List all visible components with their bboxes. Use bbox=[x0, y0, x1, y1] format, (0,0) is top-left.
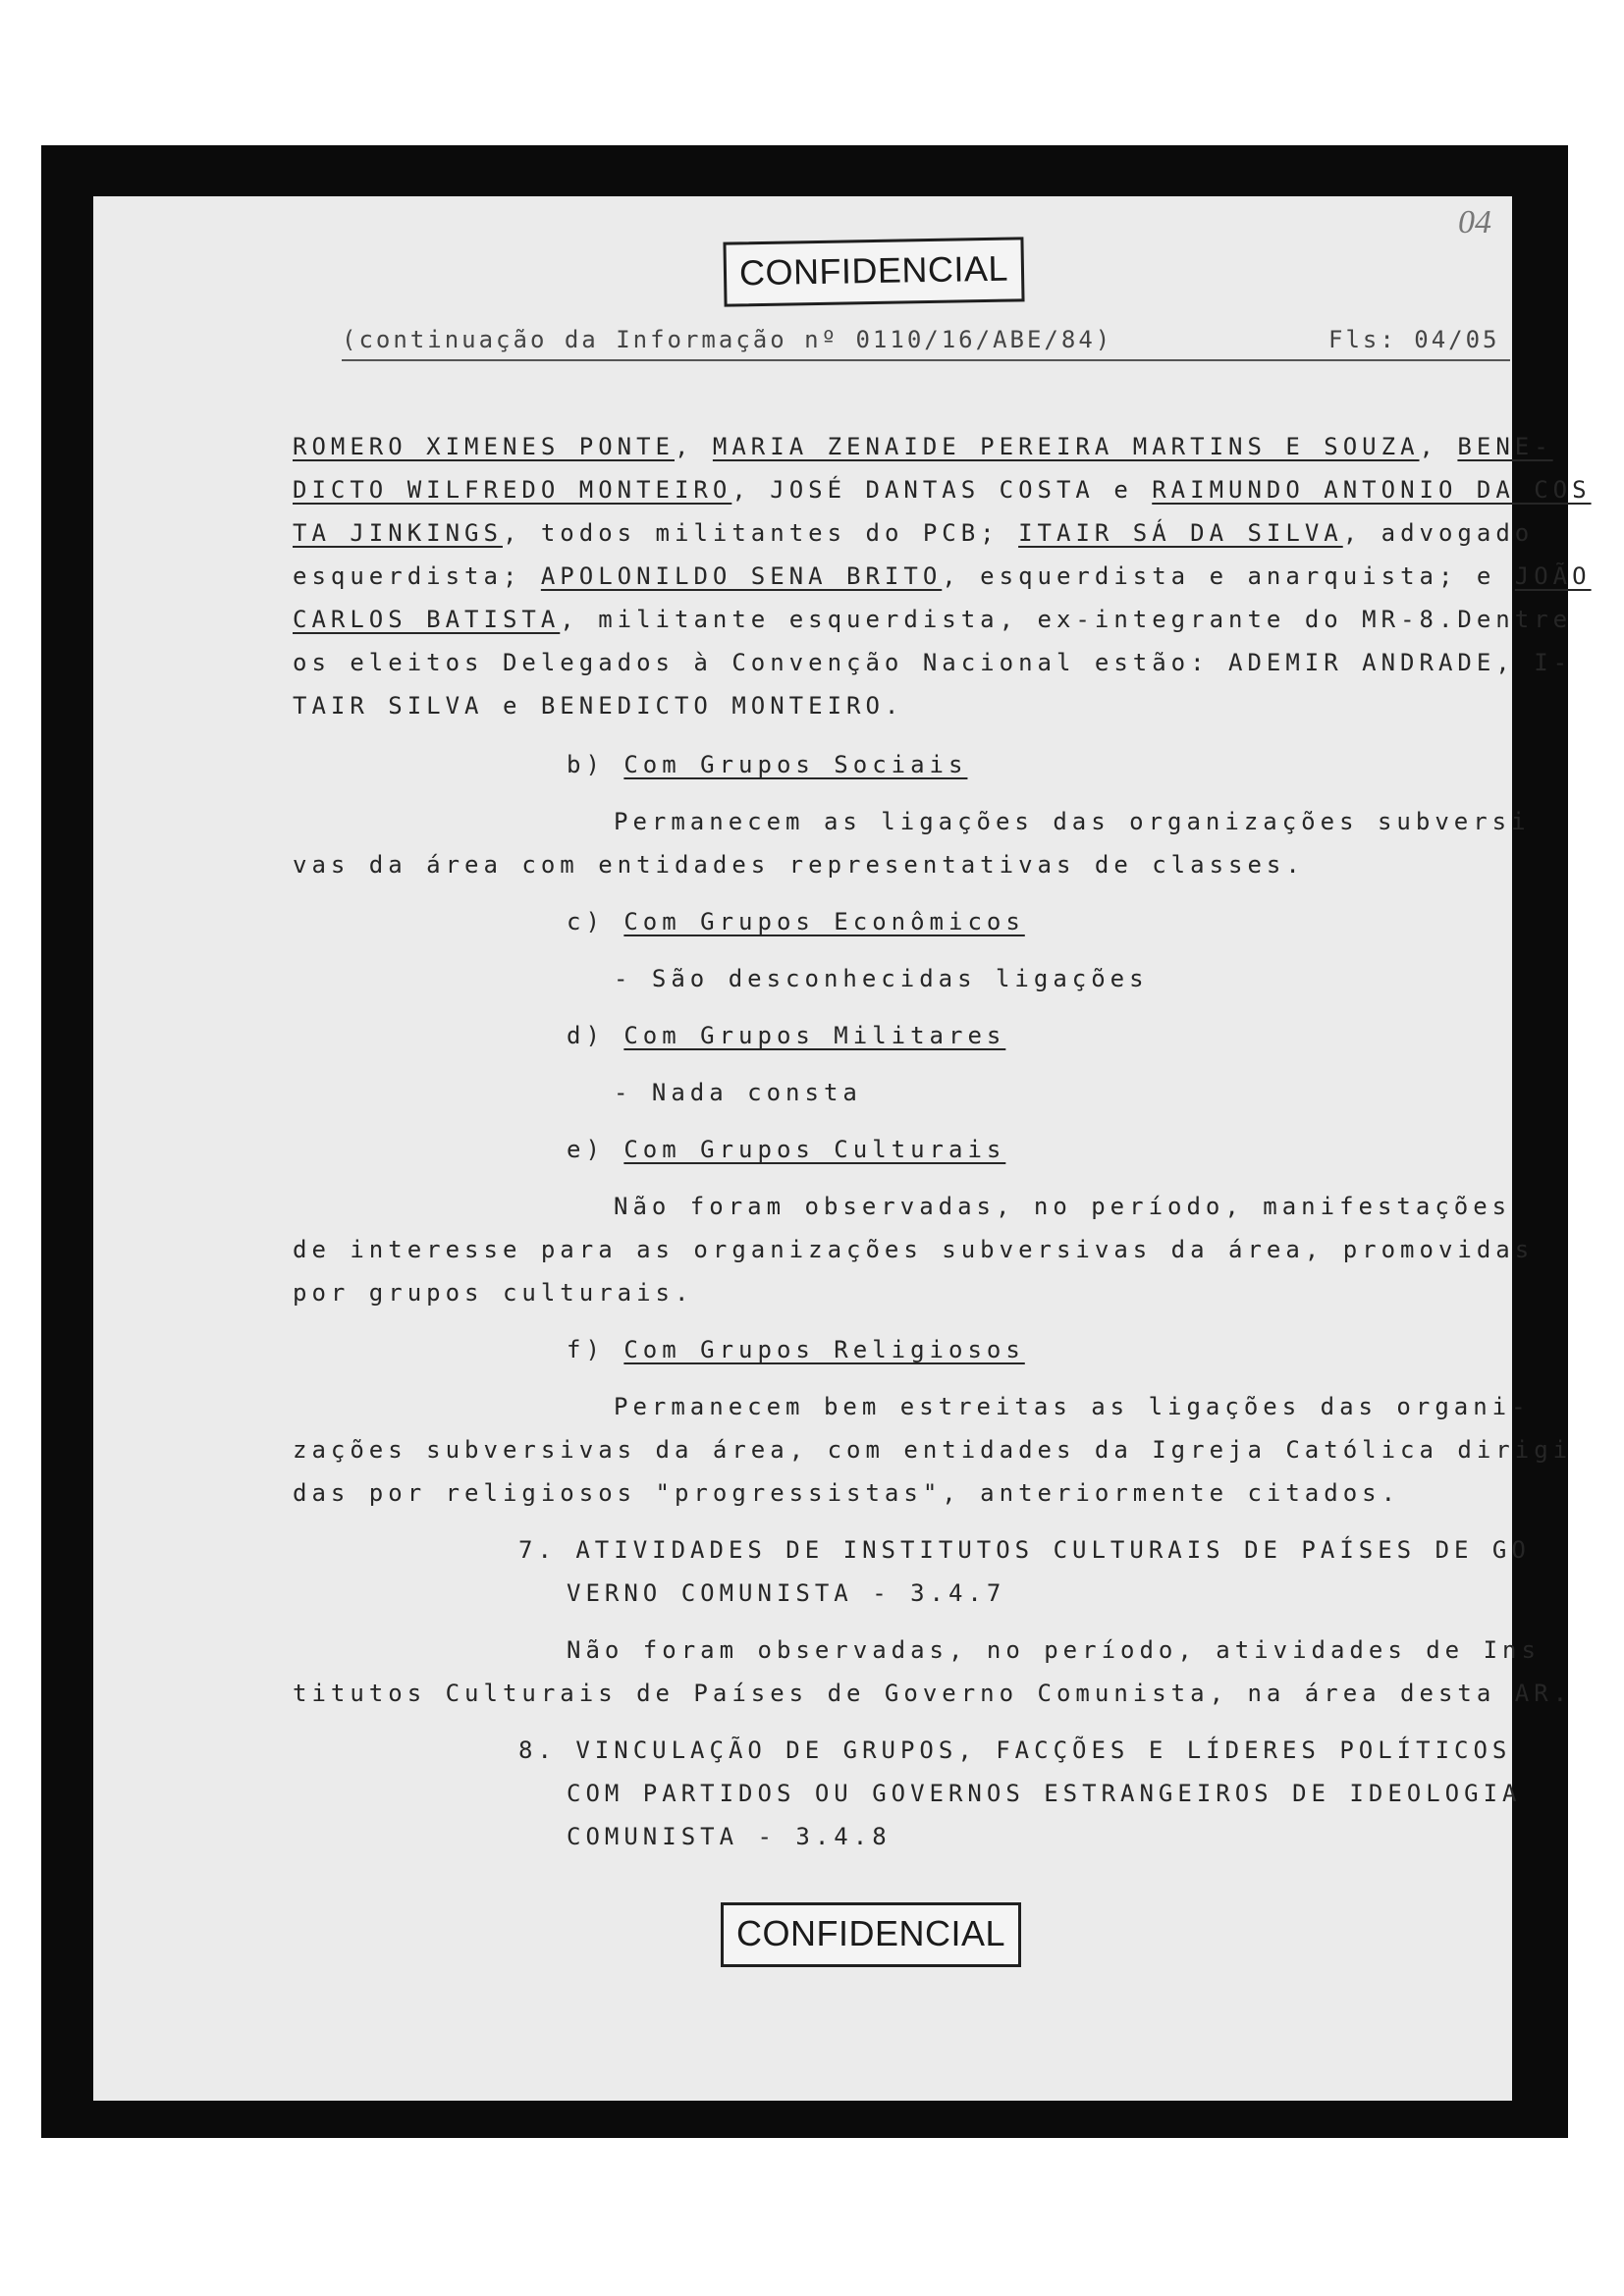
body-line: Permanecem bem estreitas as ligações das organi- bbox=[614, 1393, 1531, 1420]
header-folio: Fls: 04/05 bbox=[1328, 326, 1500, 353]
section-heading: 8. VINCULAÇÃO DE GRUPOS, FACÇÕES E LÍDERES POLÍTICOS bbox=[518, 1736, 1512, 1764]
person-name: TA JINKINGS bbox=[293, 519, 503, 547]
person-name: ROMERO XIMENES PONTE bbox=[293, 433, 675, 460]
subsection-marker: f) bbox=[567, 1336, 605, 1363]
body-line: - São desconhecidas ligações bbox=[614, 965, 1149, 992]
body-line: titutos Culturais de Países de Governo Comunista, na área desta AR. bbox=[293, 1680, 1573, 1707]
text-run: , bbox=[674, 433, 713, 460]
subsection-heading bbox=[567, 1335, 1025, 1364]
body-line: - Nada consta bbox=[614, 1079, 862, 1106]
person-name: RAIMUNDO ANTONIO DA COS bbox=[1152, 476, 1592, 504]
body-line: TAIR SILVA e BENEDICTO MONTEIRO. bbox=[293, 692, 904, 720]
body-line bbox=[293, 518, 1534, 548]
subsection-title: Com Grupos Sociais bbox=[623, 751, 968, 778]
person-name: DICTO WILFREDO MONTEIRO bbox=[293, 476, 732, 504]
subsection-marker: c) bbox=[567, 908, 605, 935]
body-line: vas da área com entidades representativas de classes. bbox=[293, 851, 1305, 879]
subsection-marker: d) bbox=[567, 1022, 605, 1049]
subsection-title: Com Grupos Militares bbox=[623, 1022, 1006, 1049]
body-line bbox=[293, 561, 1592, 591]
header-rule bbox=[342, 359, 1510, 361]
subsection-title: Com Grupos Econômicos bbox=[623, 908, 1025, 935]
person-name: MARIA ZENAIDE PEREIRA MARTINS E SOUZA bbox=[712, 433, 1420, 460]
subsection-heading bbox=[567, 750, 967, 779]
body-line bbox=[293, 605, 1572, 634]
section-heading: VERNO COMUNISTA - 3.4.7 bbox=[567, 1579, 1006, 1607]
body-line: Não foram observadas, no período, manifestações bbox=[614, 1193, 1512, 1220]
subsection-heading bbox=[567, 907, 1025, 936]
body-line bbox=[293, 475, 1592, 505]
document-page bbox=[93, 196, 1592, 2101]
text-run: , bbox=[1419, 433, 1458, 460]
confidential-stamp-top: CONFIDENCIAL bbox=[723, 237, 1024, 306]
section-heading: 7. ATIVIDADES DE INSTITUTOS CULTURAIS DE PAÍSES DE GO bbox=[518, 1536, 1531, 1564]
page-number: 04 bbox=[1458, 204, 1491, 240]
text-run: , todos militantes do PCB; bbox=[502, 519, 1019, 547]
body-line: Não foram observadas, no período, atividades de Ins bbox=[567, 1636, 1541, 1664]
section-heading: COMUNISTA - 3.4.8 bbox=[567, 1823, 892, 1850]
body-line bbox=[293, 432, 1553, 461]
person-name: BENE- bbox=[1457, 433, 1553, 460]
person-name: JOÃO bbox=[1514, 562, 1592, 590]
body-line: por grupos culturais. bbox=[293, 1279, 694, 1307]
subsection-title: Com Grupos Religiosos bbox=[623, 1336, 1025, 1363]
subsection-heading bbox=[567, 1021, 1005, 1050]
body-line: de interesse para as organizações subversivas da área, promovidas bbox=[293, 1236, 1535, 1263]
text-run: , esquerdista e anarquista; e bbox=[942, 562, 1515, 590]
body-line: das por religiosos "progressistas", anteriormente citados. bbox=[293, 1479, 1401, 1507]
body-line: os eleitos Delegados à Convenção Nacional estão: ADEMIR ANDRADE, I- bbox=[293, 649, 1573, 676]
header-reference: (continuação da Informação nº 0110/16/ABE/84) bbox=[342, 326, 1113, 353]
person-name: APOLONILDO SENA BRITO bbox=[540, 562, 943, 590]
text-run: , militante esquerdista, ex-integrante do MR-8.Dentre bbox=[560, 606, 1573, 633]
text-run: , advogado bbox=[1342, 519, 1535, 547]
confidential-stamp-bottom: CONFIDENCIAL bbox=[721, 1902, 1021, 1967]
body-line: Permanecem as ligações das organizações subversi bbox=[614, 808, 1531, 835]
text-run: esquerdista; bbox=[293, 562, 541, 590]
body-line: zações subversivas da área, com entidades da Igreja Católica dirigi bbox=[293, 1436, 1573, 1464]
person-name: ITAIR SÁ DA SILVA bbox=[1018, 519, 1343, 547]
subsection-marker: e) bbox=[567, 1136, 605, 1163]
subsection-title: Com Grupos Culturais bbox=[623, 1136, 1006, 1163]
subsection-heading bbox=[567, 1135, 1005, 1164]
person-name: CARLOS BATISTA bbox=[293, 606, 561, 633]
section-heading: COM PARTIDOS OU GOVERNOS ESTRANGEIROS DE IDEOLOGIA bbox=[567, 1780, 1522, 1807]
document-header bbox=[342, 326, 1510, 353]
subsection-marker: b) bbox=[567, 751, 605, 778]
text-run: , JOSÉ DANTAS COSTA e bbox=[731, 476, 1153, 504]
